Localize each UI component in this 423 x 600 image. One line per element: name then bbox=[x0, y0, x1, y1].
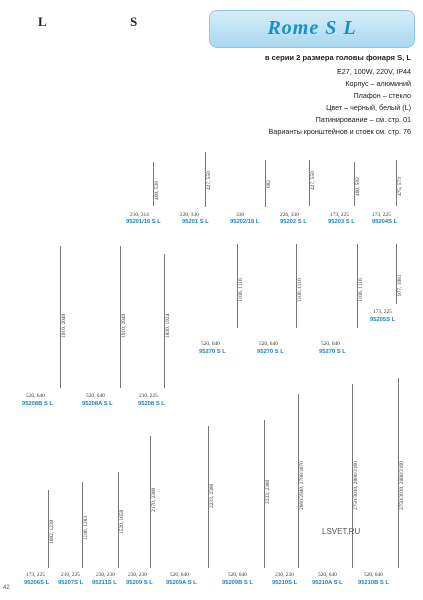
height-label: 1100, 1110 bbox=[358, 278, 364, 302]
height-label: 1180, 1283 bbox=[83, 515, 89, 540]
height-label: 427, 550 bbox=[310, 171, 316, 190]
width-label: 226, 330 bbox=[280, 212, 299, 218]
height-label: 2750/3030, 2880/3160 bbox=[399, 461, 405, 510]
watermark: LSVET.RU bbox=[322, 527, 361, 536]
product-code: 95210S L bbox=[272, 580, 298, 586]
height-label: 400, 502 bbox=[355, 177, 361, 196]
height-label: 400, 538 bbox=[154, 181, 160, 200]
width-label: 173, 225 bbox=[373, 309, 392, 315]
spec-line: E27, 100W, 220V, IP44 bbox=[336, 67, 411, 76]
product-code: 95203 S L bbox=[328, 219, 355, 225]
height-label: 1910, 2040 bbox=[121, 313, 127, 338]
width-label: 520, 640 bbox=[228, 572, 247, 578]
height-label: 2750/3030, 2880/3160 bbox=[353, 461, 359, 510]
product-code: 95209A S L bbox=[166, 580, 197, 586]
width-label: 520, 640 bbox=[321, 341, 340, 347]
height-label: 475, 573 bbox=[397, 177, 403, 196]
height-label: 977, 1081 bbox=[397, 274, 403, 296]
product-code: 95208 S L bbox=[138, 401, 165, 407]
width-label: 520, 640 bbox=[86, 393, 105, 399]
height-label: 2233, 2380 bbox=[209, 483, 215, 508]
width-label: 520, 640 bbox=[364, 572, 383, 578]
product-code: 95210B S L bbox=[358, 580, 389, 586]
spec-line: Патинирование – см. стр. 01 bbox=[315, 115, 411, 124]
badge-large: L bbox=[38, 14, 47, 29]
height-label: 1100, 1110 bbox=[238, 278, 244, 302]
width-label: 230, 230 bbox=[275, 572, 294, 578]
product-code: 95270 S L bbox=[199, 349, 226, 355]
height-label: 1520, 1658 bbox=[119, 509, 125, 534]
height-label: 2170, 2300 bbox=[151, 487, 157, 512]
width-label: 210, 314 bbox=[130, 212, 149, 218]
title-banner bbox=[209, 10, 415, 48]
product-code: 95209 S L bbox=[126, 580, 153, 586]
spec-line: Цвет – черный, белый (L) bbox=[326, 103, 411, 112]
height-label: 1910, 2040 bbox=[61, 313, 67, 338]
width-label: 230, 230 bbox=[96, 572, 115, 578]
spec-line: Варианты кронштейнов и стоек см. стр. 76 bbox=[268, 127, 411, 136]
width-label: 173, 225 bbox=[372, 212, 391, 218]
product-code: 95210A S L bbox=[312, 580, 343, 586]
width-label: 330 bbox=[236, 212, 245, 218]
height-label: 1830, 1924 bbox=[165, 313, 171, 338]
width-label: 520, 640 bbox=[318, 572, 337, 578]
width-label: 230, 230 bbox=[128, 572, 147, 578]
spec-heading: в серии 2 размера головы фонаря S, L bbox=[264, 53, 411, 62]
product-code: 95201 S L bbox=[182, 219, 209, 225]
product-code: 95270 S L bbox=[319, 349, 346, 355]
spec-line: Плафон – стекло bbox=[353, 91, 411, 100]
page-title: Rome S L bbox=[267, 17, 357, 39]
product-code: 95206S L bbox=[24, 580, 50, 586]
width-label: 220, 330 bbox=[180, 212, 199, 218]
height-label: 2233, 2380 bbox=[265, 479, 271, 504]
width-label: 210, 225 bbox=[139, 393, 158, 399]
height-label: 2660/2940, 2790/3070 bbox=[299, 461, 305, 510]
height-label: 427, 550 bbox=[206, 171, 212, 190]
spec-line: Корпус – алюминий bbox=[345, 79, 411, 88]
width-label: 520, 640 bbox=[259, 341, 278, 347]
product-code: 95207S L bbox=[58, 580, 84, 586]
width-label: 173, 225 bbox=[330, 212, 349, 218]
product-code: 95208A S L bbox=[82, 401, 113, 407]
height-label: 682 bbox=[266, 179, 272, 188]
product-code: 95201/16 S L bbox=[126, 219, 161, 225]
product-code: 95202 S L bbox=[280, 219, 307, 225]
product-code: 95270 S L bbox=[257, 349, 284, 355]
page-number: 42 bbox=[3, 585, 10, 591]
height-label: 1100, 1110 bbox=[297, 278, 303, 302]
product-code: 95202/18 L bbox=[230, 219, 260, 225]
height-label: 1082, 1230 bbox=[49, 519, 55, 544]
width-label: 520, 640 bbox=[26, 393, 45, 399]
product-code: 95209B S L bbox=[222, 580, 253, 586]
product-code: 95211S L bbox=[92, 580, 117, 586]
width-label: 520, 640 bbox=[170, 572, 189, 578]
width-label: 520, 640 bbox=[201, 341, 220, 347]
product-code: 95208B S L bbox=[22, 401, 53, 407]
width-label: 173, 225 bbox=[26, 572, 45, 578]
width-label: 210, 225 bbox=[61, 572, 80, 578]
badge-small: S bbox=[130, 14, 138, 29]
product-code: 95205S L bbox=[370, 317, 396, 323]
product-code: 95204S L bbox=[372, 219, 398, 225]
